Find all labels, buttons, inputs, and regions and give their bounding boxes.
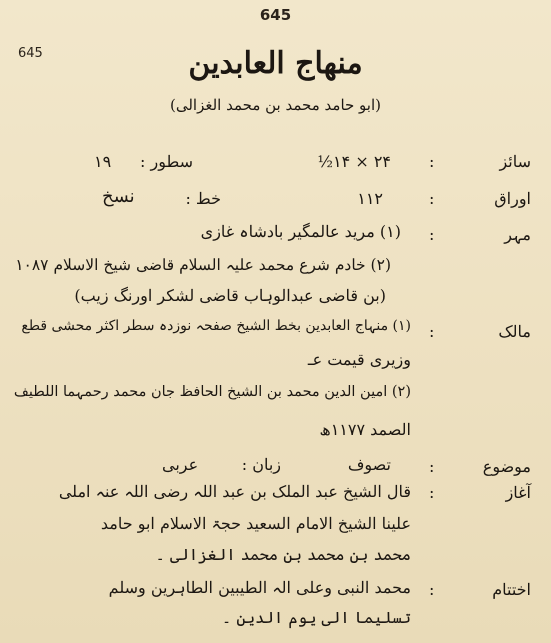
lines-label: سطور : — [140, 152, 193, 171]
script-value: نسخ — [102, 186, 135, 207]
folios-colon: : — [429, 189, 435, 208]
folios-value: ۱۱۲ — [357, 189, 383, 208]
explicit-line-1: محمد النبی وعلی الہ الطیبین الطاہرین وسلم — [108, 578, 411, 597]
size-value: ۲۴ × ۱۴½ — [317, 152, 391, 171]
owner-line-2: وزیری قیمت عـ — [307, 350, 411, 369]
subject-label: موضوع — [482, 457, 531, 476]
seal-line-1: (۱) مرید عالمگیر بادشاہ غازی — [200, 222, 401, 241]
incipit-line-1: قال الشیخ عبد الملک بن عبد اللہ رضی اللہ عنہ املی — [58, 482, 411, 501]
owner-label: مالک — [498, 322, 531, 341]
folios-label: اوراق — [494, 189, 531, 208]
seal-colon: : — [429, 225, 435, 244]
owner-line-4: الصمد ۱۱۷۷ھ — [319, 420, 411, 439]
incipit-label: آغاز — [505, 483, 531, 502]
incipit-line-3: محمد بن محمد بن محمد الغزالی ۔ — [155, 545, 411, 564]
subject-colon: : — [429, 457, 435, 476]
page-title: منهاج العابدین — [188, 46, 363, 81]
seal-line-2: (۲) خادم شرع محمد علیہ السلام قاضی شیخ الاسلام ۱۰۸۷ — [15, 256, 391, 274]
owner-line-3: (۲) امین الدین محمد بن الشیخ الحافظ جان محمد رحمہما اللطیف — [13, 384, 411, 400]
language-label: زبان : — [241, 455, 281, 474]
size-colon: : — [429, 152, 435, 171]
page-number-side: 645 — [18, 46, 43, 61]
incipit-line-2: علینا الشیخ الامام السعید حجۃ الاسلام ابو حامد — [100, 514, 411, 533]
language-value: عربی — [162, 455, 199, 474]
owner-colon: : — [429, 322, 435, 341]
seal-line-3: (بن قاضی عبدالوہاب قاضی لشکر اورنگ زیب) — [74, 286, 386, 305]
explicit-line-2: تسلیما الی یوم الدین ۔ — [221, 608, 411, 627]
explicit-label: اختتام — [492, 580, 531, 599]
owner-line-1: (۱) منہاج العابدین بخط الشیخ صفحہ نوزدہ سطر اکثر محشی قطع — [21, 318, 411, 334]
explicit-colon: : — [429, 580, 435, 599]
page-subtitle: (ابو حامد محمد بن محمد الغزالی) — [170, 96, 381, 114]
lines-value: ۱۹ — [94, 152, 112, 171]
page-number-top: 645 — [259, 6, 292, 24]
script-label: خط : — [185, 189, 221, 208]
incipit-colon: : — [429, 483, 435, 502]
seal-label: مہر — [504, 225, 531, 244]
subject-value: تصوف — [347, 455, 391, 474]
size-label: سائز — [499, 152, 531, 171]
